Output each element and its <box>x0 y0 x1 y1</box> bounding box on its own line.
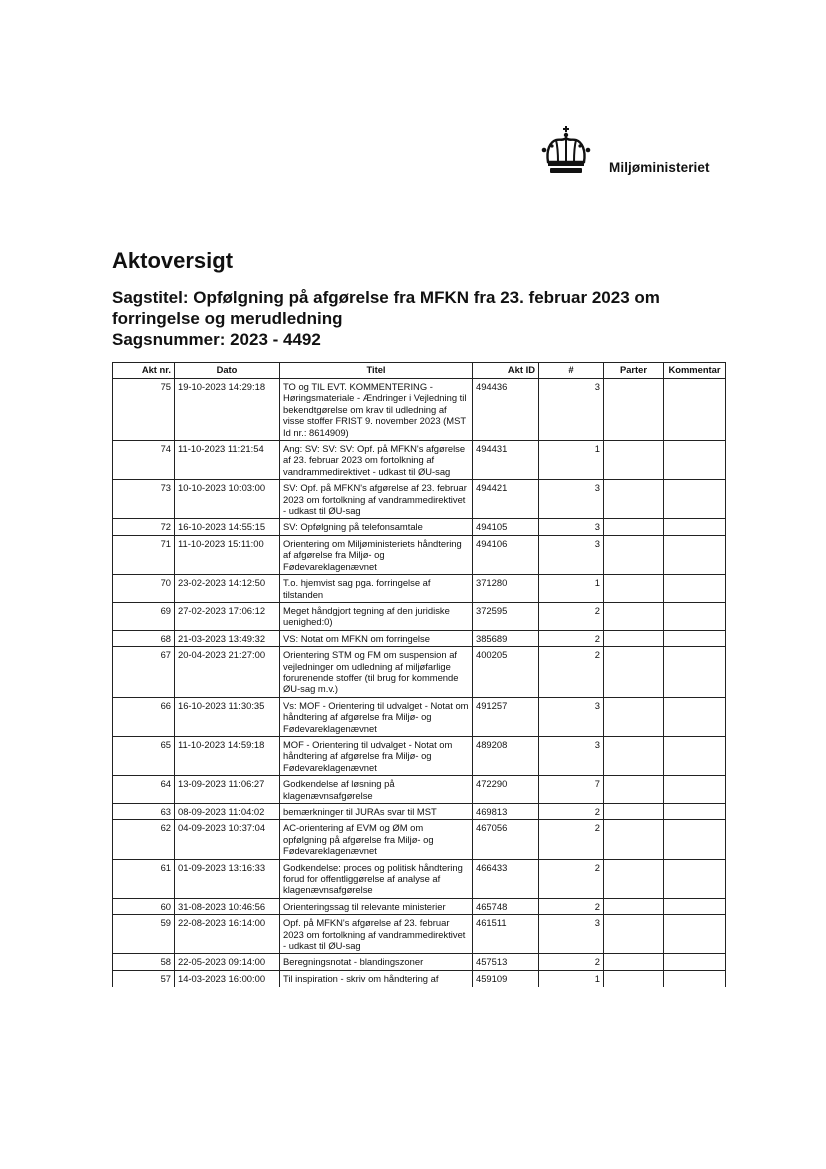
comment-cell <box>664 697 726 736</box>
title-cell: Godkendelse: proces og politisk håndtering forud for offentliggørelse af analyse af klagenævnsafgørelse <box>280 859 473 898</box>
title-cell: Beregningsnotat - blandingszoner <box>280 954 473 970</box>
date-cell: 16-10-2023 14:55:15 <box>175 519 280 535</box>
parties-cell <box>604 602 664 630</box>
count-cell: 1 <box>539 441 604 480</box>
comment-cell <box>664 915 726 954</box>
count-cell: 7 <box>539 776 604 804</box>
act-id-cell: 459109 <box>473 970 539 987</box>
column-header-count: # <box>539 363 604 379</box>
table-row <box>113 575 726 603</box>
page-title: Aktoversigt <box>112 248 234 273</box>
act-id-cell: 472290 <box>473 776 539 804</box>
act-nr-cell: 63 <box>113 804 175 820</box>
parties-cell <box>604 575 664 603</box>
parties-cell <box>604 776 664 804</box>
table-row <box>113 915 726 954</box>
date-cell: 31-08-2023 10:46:56 <box>175 898 280 914</box>
title-cell: Vs: MOF - Orientering til udvalget - Notat om håndtering af afgørelse fra Miljø- og Fødevareklagenævnet <box>280 697 473 736</box>
act-nr-cell: 66 <box>113 697 175 736</box>
comment-cell <box>664 859 726 898</box>
comment-cell <box>664 602 726 630</box>
date-cell: 22-05-2023 09:14:00 <box>175 954 280 970</box>
parties-cell <box>604 915 664 954</box>
parties-cell <box>604 970 664 987</box>
count-cell: 2 <box>539 859 604 898</box>
act-id-cell: 467056 <box>473 820 539 859</box>
date-cell: 27-02-2023 17:06:12 <box>175 602 280 630</box>
comment-cell <box>664 970 726 987</box>
table-row <box>113 480 726 519</box>
column-header-title: Titel <box>280 363 473 379</box>
act-nr-cell: 68 <box>113 630 175 646</box>
parties-cell <box>604 804 664 820</box>
parties-cell <box>604 736 664 775</box>
act-nr-cell: 73 <box>113 480 175 519</box>
count-cell: 3 <box>539 697 604 736</box>
count-cell: 3 <box>539 379 604 441</box>
act-nr-cell: 72 <box>113 519 175 535</box>
date-cell: 10-10-2023 10:03:00 <box>175 480 280 519</box>
title-cell: Orientering om Miljøministeriets håndtering af afgørelse fra Miljø- og Fødevareklagenævnet <box>280 535 473 574</box>
title-cell: VS: Notat om MFKN om forringelse <box>280 630 473 646</box>
date-cell: 08-09-2023 11:04:02 <box>175 804 280 820</box>
table-row <box>113 647 726 698</box>
table-row <box>113 898 726 914</box>
act-nr-cell: 74 <box>113 441 175 480</box>
column-header-date: Dato <box>175 363 280 379</box>
count-cell: 3 <box>539 480 604 519</box>
comment-cell <box>664 575 726 603</box>
parties-cell <box>604 630 664 646</box>
act-id-cell: 494105 <box>473 519 539 535</box>
table-row <box>113 519 726 535</box>
parties-cell <box>604 379 664 441</box>
act-nr-cell: 57 <box>113 970 175 987</box>
act-nr-cell: 71 <box>113 535 175 574</box>
act-id-cell: 494421 <box>473 480 539 519</box>
parties-cell <box>604 820 664 859</box>
acts-table <box>112 362 726 987</box>
table-row <box>113 697 726 736</box>
act-nr-cell: 58 <box>113 954 175 970</box>
date-cell: 22-08-2023 16:14:00 <box>175 915 280 954</box>
column-header-act-nr: Akt nr. <box>113 363 175 379</box>
comment-cell <box>664 379 726 441</box>
act-nr-cell: 69 <box>113 602 175 630</box>
count-cell: 3 <box>539 535 604 574</box>
comment-cell <box>664 804 726 820</box>
column-header-comment: Kommentar <box>664 363 726 379</box>
comment-cell <box>664 519 726 535</box>
date-cell: 14-03-2023 16:00:00 <box>175 970 280 987</box>
act-id-cell: 371280 <box>473 575 539 603</box>
act-nr-cell: 70 <box>113 575 175 603</box>
parties-cell <box>604 954 664 970</box>
act-id-cell: 461511 <box>473 915 539 954</box>
parties-cell <box>604 480 664 519</box>
comment-cell <box>664 535 726 574</box>
act-id-cell: 494431 <box>473 441 539 480</box>
column-header-parties: Parter <box>604 363 664 379</box>
count-cell: 3 <box>539 736 604 775</box>
comment-cell <box>664 954 726 970</box>
title-cell: Opf. på MFKN's afgørelse af 23. februar 2023 om fortolkning af vandrammedirektivet - udkast til ØU-sag <box>280 915 473 954</box>
title-cell: Orienteringssag til relevante ministerier <box>280 898 473 914</box>
comment-cell <box>664 820 726 859</box>
act-id-cell: 466433 <box>473 859 539 898</box>
case-title: Sagstitel: Opfølgning på afgørelse fra MFKN fra 23. februar 2023 om forringelse og merudledning <box>112 288 660 328</box>
date-cell: 13-09-2023 11:06:27 <box>175 776 280 804</box>
act-nr-cell: 75 <box>113 379 175 441</box>
title-cell: MOF - Orientering til udvalget - Notat om håndtering af afgørelse fra Miljø- og Fødevareklagenævnet <box>280 736 473 775</box>
title-cell: Meget håndgjort tegning af den juridiske uenighed:0) <box>280 602 473 630</box>
act-nr-cell: 64 <box>113 776 175 804</box>
title-cell: T.o. hjemvist sag pga. forringelse af tilstanden <box>280 575 473 603</box>
comment-cell <box>664 480 726 519</box>
date-cell: 21-03-2023 13:49:32 <box>175 630 280 646</box>
act-id-cell: 465748 <box>473 898 539 914</box>
act-nr-cell: 59 <box>113 915 175 954</box>
count-cell: 3 <box>539 519 604 535</box>
table-row <box>113 776 726 804</box>
comment-cell <box>664 736 726 775</box>
count-cell: 2 <box>539 602 604 630</box>
date-cell: 20-04-2023 21:27:00 <box>175 647 280 698</box>
table-row <box>113 804 726 820</box>
table-row <box>113 736 726 775</box>
parties-cell <box>604 441 664 480</box>
table-row <box>113 630 726 646</box>
date-cell: 11-10-2023 15:11:00 <box>175 535 280 574</box>
title-cell: SV: Opf. på MFKN's afgørelse af 23. februar 2023 om fortolkning af vandrammedirektivet - udkast til ØU-sag <box>280 480 473 519</box>
count-cell: 1 <box>539 575 604 603</box>
date-cell: 04-09-2023 10:37:04 <box>175 820 280 859</box>
table-row <box>113 820 726 859</box>
act-id-cell: 494106 <box>473 535 539 574</box>
parties-cell <box>604 697 664 736</box>
parties-cell <box>604 647 664 698</box>
table-row <box>113 954 726 970</box>
title-cell: Til inspiration - skriv om håndtering af <box>280 970 473 987</box>
parties-cell <box>604 535 664 574</box>
count-cell: 1 <box>539 970 604 987</box>
title-cell: Godkendelse af løsning på klagenævnsafgørelse <box>280 776 473 804</box>
table-row <box>113 441 726 480</box>
date-cell: 11-10-2023 11:21:54 <box>175 441 280 480</box>
date-cell: 11-10-2023 14:59:18 <box>175 736 280 775</box>
act-nr-cell: 65 <box>113 736 175 775</box>
count-cell: 2 <box>539 954 604 970</box>
act-nr-cell: 62 <box>113 820 175 859</box>
parties-cell <box>604 898 664 914</box>
comment-cell <box>664 441 726 480</box>
date-cell: 16-10-2023 11:30:35 <box>175 697 280 736</box>
act-id-cell: 385689 <box>473 630 539 646</box>
table-row <box>113 535 726 574</box>
act-nr-cell: 60 <box>113 898 175 914</box>
act-id-cell: 491257 <box>473 697 539 736</box>
act-id-cell: 469813 <box>473 804 539 820</box>
table-row <box>113 602 726 630</box>
act-id-cell: 494436 <box>473 379 539 441</box>
date-cell: 23-02-2023 14:12:50 <box>175 575 280 603</box>
comment-cell <box>664 630 726 646</box>
parties-cell <box>604 519 664 535</box>
title-cell: SV: Opfølgning på telefonsamtale <box>280 519 473 535</box>
act-nr-cell: 67 <box>113 647 175 698</box>
table-row <box>113 970 726 987</box>
table-header-row <box>113 363 726 379</box>
ministry-name: Miljøministeriet <box>609 160 710 175</box>
crown-logo-icon <box>540 126 592 174</box>
count-cell: 2 <box>539 630 604 646</box>
case-number: Sagsnummer: 2023 - 4492 <box>112 330 321 349</box>
comment-cell <box>664 647 726 698</box>
title-cell: Orientering STM og FM om suspension af vejledninger om udledning af miljøfarlige forurenende stoffer (til brug for kommende ØU-sag m.v.) <box>280 647 473 698</box>
parties-cell <box>604 859 664 898</box>
title-cell: Ang: SV: SV: SV: Opf. på MFKN's afgørelse af 23. februar 2023 om fortolkning af vandrammedirektivet - udkast til ØU-sag <box>280 441 473 480</box>
count-cell: 2 <box>539 647 604 698</box>
comment-cell <box>664 898 726 914</box>
column-header-act-id: Akt ID <box>473 363 539 379</box>
count-cell: 2 <box>539 820 604 859</box>
count-cell: 2 <box>539 804 604 820</box>
title-cell: bemærkninger til JURAs svar til MST <box>280 804 473 820</box>
count-cell: 3 <box>539 915 604 954</box>
act-id-cell: 372595 <box>473 602 539 630</box>
count-cell: 2 <box>539 898 604 914</box>
date-cell: 01-09-2023 13:16:33 <box>175 859 280 898</box>
table-row <box>113 859 726 898</box>
date-cell: 19-10-2023 14:29:18 <box>175 379 280 441</box>
comment-cell <box>664 776 726 804</box>
act-id-cell: 489208 <box>473 736 539 775</box>
table-row <box>113 379 726 441</box>
title-cell: AC-orientering af EVM og ØM om opfølgning på afgørelse fra Miljø- og Fødevareklagenævnet <box>280 820 473 859</box>
act-id-cell: 457513 <box>473 954 539 970</box>
act-nr-cell: 61 <box>113 859 175 898</box>
title-cell: TO og TIL EVT. KOMMENTERING - Høringsmateriale - Ændringer i Vejledning til bekendtgørelse om krav til udledning af visse stoffer FRIST 9. november 2023 (MST Id nr.: 8614909) <box>280 379 473 441</box>
act-id-cell: 400205 <box>473 647 539 698</box>
